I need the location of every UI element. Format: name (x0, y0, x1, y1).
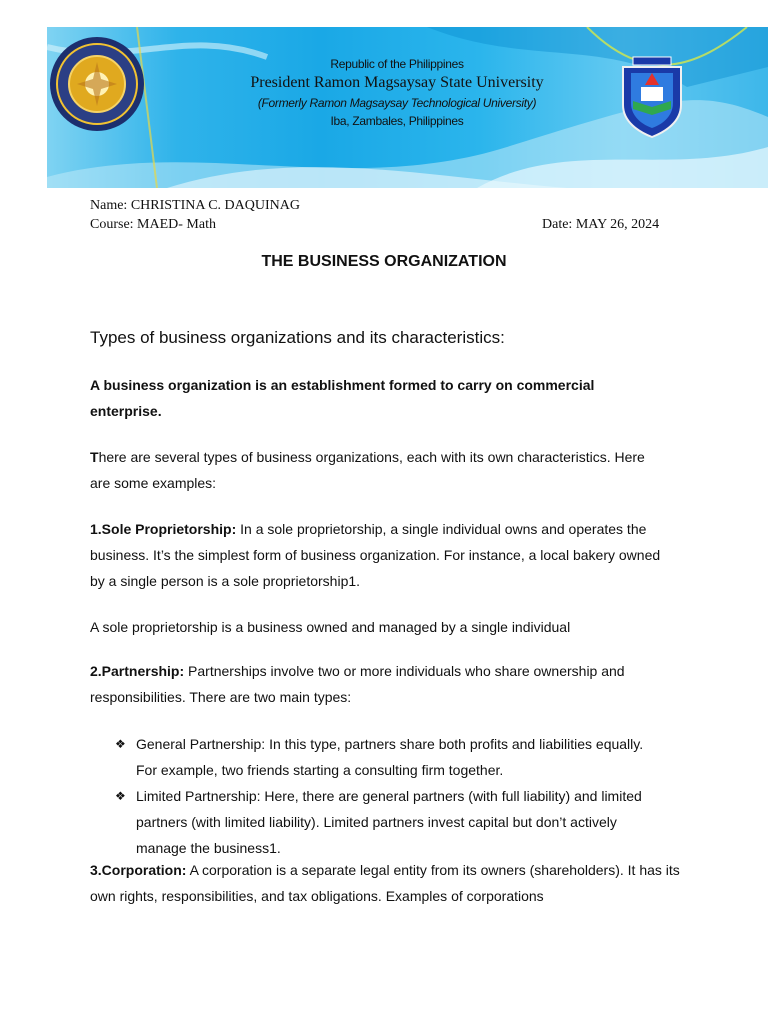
document-title: THE BUSINESS ORGANIZATION (261, 253, 507, 270)
university-address: Iba, Zambales, Philippines (330, 114, 464, 128)
diamond-bullet-icon: ❖ (115, 737, 126, 751)
partnership-text: Partnerships involve two or more individuals who share ownership and responsibilities. There are two main types: (90, 663, 625, 705)
date: Date: MAY 26, 2024 (542, 217, 660, 232)
corporation-label: 3.Corporation: (90, 862, 187, 878)
sole-proprietorship-text: In a sole proprietorship, a single individual owns and operates the business. It’s the simplest form of business organization. For instance, a local bakery owned by a single person is a sole proprietorship1. (90, 521, 661, 589)
letterhead-banner (47, 27, 768, 188)
university-name: President Ramon Magsaysay State University (250, 74, 544, 91)
sole-proprietorship-label: 1.Sole Proprietorship: (90, 521, 237, 537)
intro-text: here are several types of business organizations, each with its own characteristics. Here are some examples: (90, 449, 645, 491)
list-item (115, 783, 645, 861)
corporation-text: A corporation is a separate legal entity from its owners (shareholders). It has its own rights, responsibilities, and tax obligations. Examples of corporations (90, 862, 680, 904)
college-crest-icon (623, 57, 681, 137)
former-name: (Formerly Ramon Magsaysay Technological University) (257, 96, 537, 110)
intro-paragraph (90, 444, 665, 496)
definition-paragraph: A business organization is an establishment formed to carry on commercial enterprise. (90, 377, 595, 419)
section-heading: Types of business organizations and its characteristics: (90, 328, 505, 347)
partnership-paragraph (90, 658, 675, 710)
student-name: Name: CHRISTINA C. DAQUINAG (90, 198, 300, 213)
sole-summary-paragraph: A sole proprietorship is a business owned and managed by a single individual (90, 619, 571, 635)
partnership-types-list (115, 731, 645, 861)
bullet-text: Limited Partnership: Here, there are general partners (with full liability) and limited partners (with limited liability). Limited partners invest capital but don’t actively manage the business1. (136, 788, 642, 856)
diamond-bullet-icon: ❖ (115, 789, 126, 803)
university-seal-icon (50, 37, 144, 131)
sole-proprietorship-paragraph (90, 516, 675, 594)
bullet-text: General Partnership: In this type, partners share both profits and liabilities equally. For example, two friends starting a consulting firm together. (136, 736, 644, 778)
intro-dropcap: T (90, 449, 99, 465)
corporation-paragraph (90, 857, 680, 909)
partnership-label: 2.Partnership: (90, 663, 185, 679)
course: Course: MAED- Math (90, 217, 216, 232)
republic-text: Republic of the Philippines (330, 57, 464, 71)
list-item (115, 731, 645, 783)
